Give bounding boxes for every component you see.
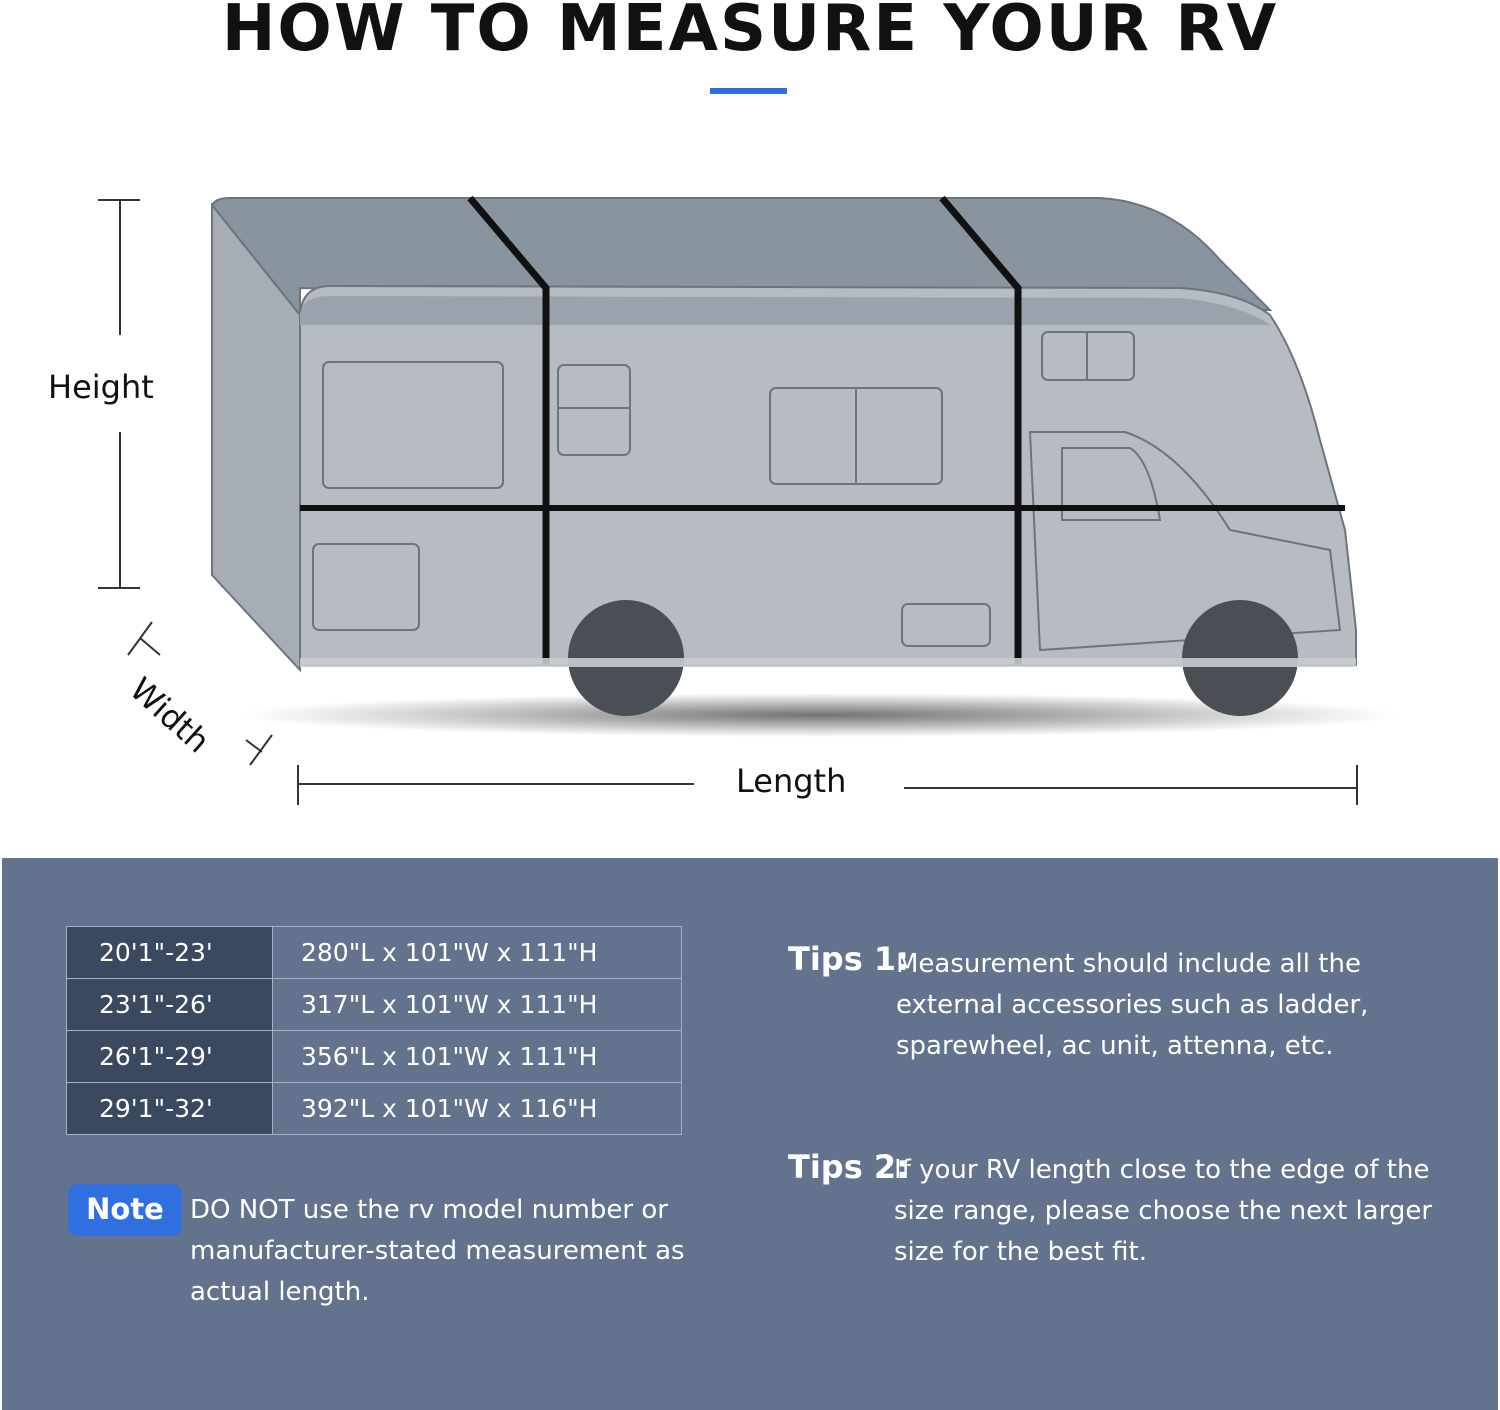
size-dims-cell: 392"L x 101"W x 116"H <box>273 1083 682 1135</box>
note-text: DO NOT use the rv model number or manufacturer-stated measurement as actual length. <box>190 1195 685 1307</box>
table-row <box>67 1031 682 1083</box>
length-label: Length <box>736 762 847 800</box>
rv-side-body <box>300 286 1356 665</box>
size-range-cell: 20'1"-23' <box>67 927 273 979</box>
width-label: Width <box>122 670 218 761</box>
tip-1-label: Tips 1: <box>788 940 909 978</box>
size-dims-cell: 317"L x 101"W x 111"H <box>273 979 682 1031</box>
info-panel <box>2 858 1498 1410</box>
size-range-cell: 23'1"-26' <box>67 979 273 1031</box>
size-table <box>66 926 682 1135</box>
width-line-top <box>140 638 160 655</box>
tip-2-text: If your RV length close to the edge of the size range, please choose the next larger size for the best fit. <box>894 1155 1433 1267</box>
tip-1-text: Measurement should include all the external accessories such as ladder, sparewheel, ac unit, attenna, etc. <box>896 949 1369 1061</box>
rv-illustration <box>0 110 1500 850</box>
size-dims-cell: 356"L x 101"W x 111"H <box>273 1031 682 1083</box>
size-dims-cell: 280"L x 101"W x 111"H <box>273 927 682 979</box>
cover-hem <box>300 658 1356 667</box>
table-row <box>67 927 682 979</box>
note-badge: Note <box>68 1184 182 1236</box>
width-line-bottom <box>246 740 262 752</box>
rv-side-band <box>300 296 1270 325</box>
page-title: HOW TO MEASURE YOUR RV <box>221 0 1279 66</box>
table-row <box>67 1083 682 1135</box>
title-underline <box>710 88 787 94</box>
tip-2-label: Tips 2: <box>788 1148 909 1186</box>
width-tick-bottom <box>250 735 272 765</box>
height-label: Height <box>48 368 154 406</box>
size-range-cell: 26'1"-29' <box>67 1031 273 1083</box>
table-row <box>67 979 682 1031</box>
rv-diagram <box>0 110 1500 850</box>
size-range-cell: 29'1"-32' <box>67 1083 273 1135</box>
